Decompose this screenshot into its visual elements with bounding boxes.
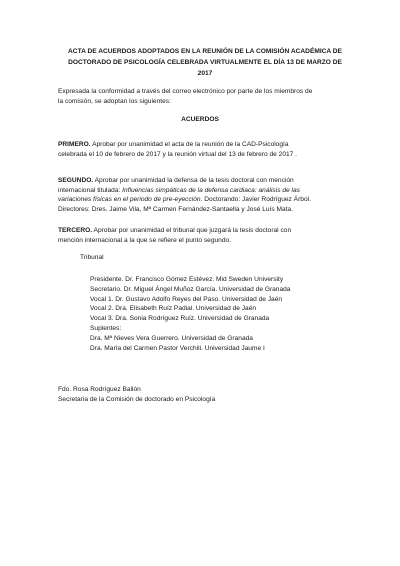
intro-line-2: la comisión, se adoptan los siguientes: (58, 97, 171, 105)
tribunal-member: Vocal 2. Dra. Elisabeth Ruíz Padial. Universidad de Jaén (90, 305, 257, 313)
intro-paragraph (58, 87, 358, 106)
thesis-title-part-2: variaciones físicas en el periodo de pre-eyección. (58, 196, 203, 204)
primero-line-1 (58, 140, 358, 150)
title-line-1: ACTA DE ACUERDOS ADOPTADOS EN LA REUNIÓN DE LA COMISIÓN ACADÉMICA DE (68, 48, 342, 55)
tribunal-label: Tribunal (80, 254, 104, 261)
tercero-line-2: mención internacional a la que se refiere el punto segundo. (58, 236, 232, 244)
signature-block (58, 385, 358, 404)
tribunal-members-list (90, 275, 370, 353)
primero-line-2: celebrada el 10 de febrero de 2017 y la reunión virtual del 13 de febrero de 2017 . (58, 150, 298, 158)
segundo-line-4: Directores: Dres. Jaime Vila, Mª Carmen Fernández-Santaella y José Luís Mata. (58, 205, 294, 213)
tribunal-member: Dra. María del Carmen Pastor Verchili. Universidad Jaume I (90, 344, 265, 352)
primero-paragraph (58, 140, 358, 159)
title-line-3: 2017 (197, 69, 213, 77)
doctorando-text: Doctorando: Javier Rodríguez Árbol. (202, 196, 311, 204)
section-heading: ACUERDOS (181, 116, 219, 123)
segundo-lead: SEGUNDO. (58, 177, 94, 184)
tribunal-member: Vocal 3. Dra. Sonia Rodríguez Ruíz. Universidad de Granada (90, 315, 270, 323)
intro-line-1: Expresada la conformidad a través del correo electrónico por parte de los miembros de (58, 88, 313, 95)
primero-lead: PRIMERO. (58, 141, 91, 148)
thesis-title-part-1: Influencias simpáticas de la defensa cardiaca: análisis de las (122, 186, 300, 194)
tercero-text: Aprobar por unanimidad el tribunal que juzgará la tesis doctoral con (92, 227, 292, 234)
tercero-paragraph (58, 226, 358, 245)
tribunal-member: Secretario. Dr. Miguel Ángel Muñoz García. Universidad de Granada (90, 285, 291, 293)
signer-name: Fdo. Rosa Rodríguez Bailón (58, 386, 141, 393)
tercero-line-1 (58, 226, 358, 236)
tribunal-member: Dra. Mª Nieves Vera Guerrero. Universidad de Granada (90, 334, 253, 342)
segundo-line-1 (58, 176, 358, 186)
segundo-line-3 (58, 195, 358, 205)
segundo-line-2 (58, 186, 358, 196)
segundo-text: Aprobar por unanimidad la defensa de la tesis doctoral con mención (93, 177, 294, 184)
segundo-text-2: internacional titulada: (58, 186, 123, 194)
document-title (50, 47, 360, 79)
segundo-paragraph (58, 176, 358, 214)
primero-text: Aprobar por unanimidad el acta de la reunión de la CAD-Psicología (90, 141, 289, 148)
signer-role: Secretaria de la Comisión de doctorado en Psicología (58, 395, 216, 403)
title-line-2: DOCTORADO DE PSICOLOGÍA CELEBRADA VIRTUALMENTE EL DÍA 13 DE MARZO DE (68, 58, 342, 66)
suplentes-label: Suplentes: (90, 324, 122, 332)
tercero-lead: TERCERO. (58, 227, 93, 234)
tribunal-member: Presidente. Dr. Francisco Gómez Estévez. Mid Sweden University (90, 276, 284, 283)
tribunal-member: Vocal 1. Dr. Gustavo Adolfo Reyes del Paso. Universidad de Jaén (90, 295, 283, 303)
